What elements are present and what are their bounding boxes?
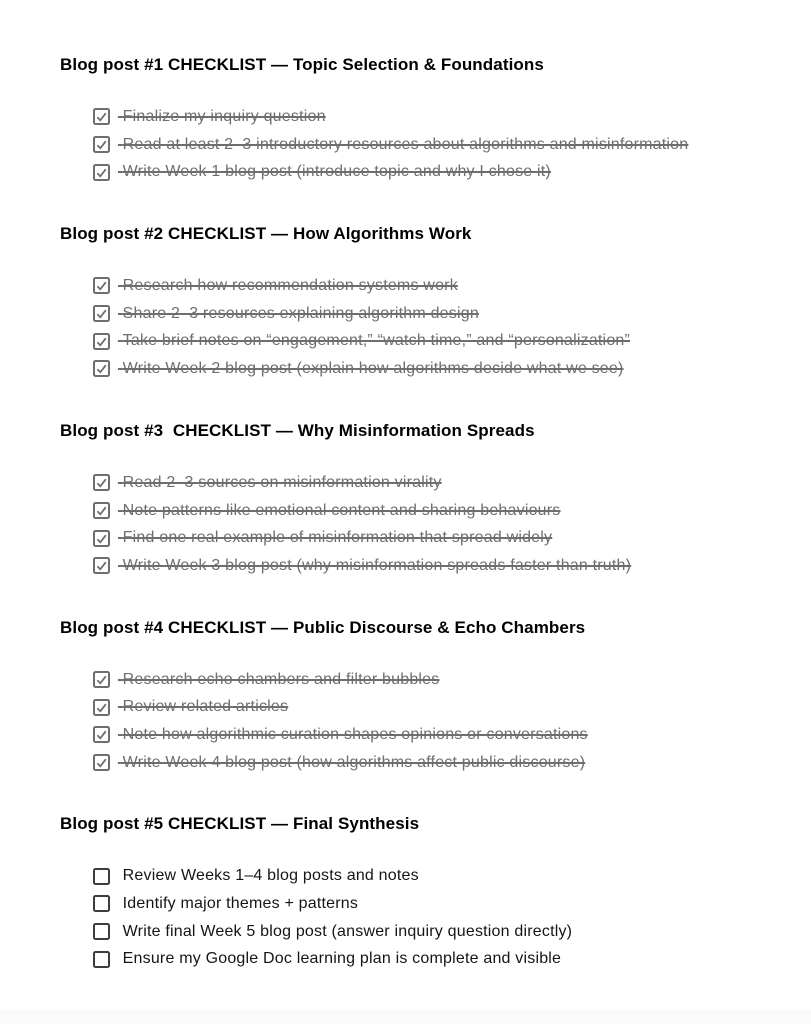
checklist-item-text: Research echo chambers and filter bubbles <box>122 670 440 688</box>
section-heading: Blog post #3 CHECKLIST — Why Misinformation Spreads <box>60 420 535 440</box>
section-heading: Blog post #1 CHECKLIST — Topic Selection & Foundations <box>60 55 544 74</box>
checklist-item-text: Ensure my Google Doc learning plan is complete and visible <box>122 950 562 968</box>
check-icon <box>95 279 108 292</box>
checklist-item-text: Read at least 2–3 introductory resources about algorithms and misinformation <box>122 135 689 153</box>
checkbox[interactable] <box>93 951 110 968</box>
checkbox[interactable] <box>93 360 110 377</box>
checkbox[interactable] <box>93 305 110 322</box>
checklist-item-text: Identify major themes + patterns <box>122 895 359 912</box>
page-edge <box>0 1009 811 1024</box>
checklist-item <box>93 158 791 186</box>
checkbox[interactable] <box>93 923 110 940</box>
checklist-item-text: Review Weeks 1–4 blog posts and notes <box>122 867 419 885</box>
checklist-section <box>60 421 791 580</box>
checklist-item <box>93 327 791 355</box>
checklist-item <box>93 749 791 777</box>
check-icon <box>95 307 108 320</box>
checklist-item <box>93 469 791 497</box>
checklist-item <box>93 524 791 552</box>
checkbox[interactable] <box>93 502 110 519</box>
checklist-item-text: Write Week 4 blog post (how algorithms affect public discourse) <box>122 753 586 771</box>
checkbox[interactable] <box>93 164 110 181</box>
checklist-item-text: Review related articles <box>122 698 289 716</box>
checklist-item-text: Finalize my inquiry question <box>122 108 326 125</box>
checklist-item-text: Write Week 1 blog post (introduce topic and why I chose it) <box>122 163 551 181</box>
checklist-item <box>93 862 791 890</box>
checklist-item <box>93 355 791 383</box>
checklist-item <box>93 131 791 159</box>
checkbox[interactable] <box>93 754 110 771</box>
checklist-item <box>93 300 791 328</box>
checkbox[interactable] <box>93 277 110 294</box>
check-icon <box>95 476 108 489</box>
checklist-item <box>93 103 791 131</box>
checklist-item-text: Note how algorithmic curation shapes opinions or conversations <box>122 725 588 743</box>
checklist-item <box>93 666 791 694</box>
checkbox[interactable] <box>93 726 110 743</box>
checklist-section <box>60 618 791 777</box>
checkbox[interactable] <box>93 868 110 885</box>
checklist-item <box>93 721 791 749</box>
checkbox[interactable] <box>93 699 110 716</box>
checklist <box>93 469 791 580</box>
check-icon <box>95 673 108 686</box>
checklist <box>93 862 791 973</box>
check-icon <box>95 756 108 769</box>
check-icon <box>95 559 108 572</box>
checklist-item <box>93 497 791 525</box>
checklist-item-text: Write final Week 5 blog post (answer inquiry question directly) <box>122 922 573 940</box>
checklist-item <box>93 890 791 918</box>
section-heading: Blog post #4 CHECKLIST — Public Discourse & Echo Chambers <box>60 617 586 637</box>
checklist-section <box>60 224 791 383</box>
checkbox[interactable] <box>93 108 110 125</box>
check-icon <box>95 532 108 545</box>
checklist-item-text: Read 2–3 sources on misinformation virality <box>122 473 442 491</box>
check-icon <box>95 362 108 375</box>
checkbox[interactable] <box>93 895 110 912</box>
section-heading: Blog post #5 CHECKLIST — Final Synthesis <box>60 814 420 834</box>
checkbox[interactable] <box>93 671 110 688</box>
checklist <box>93 272 791 383</box>
checklist-item-text: Write Week 3 blog post (why misinformation spreads faster than truth) <box>122 556 632 574</box>
check-icon <box>95 166 108 179</box>
check-icon <box>95 701 108 714</box>
checkbox[interactable] <box>93 474 110 491</box>
checklist-item <box>93 552 791 580</box>
check-icon <box>95 138 108 151</box>
checklist <box>93 666 791 777</box>
checklist-item-text: Share 2–3 resources explaining algorithm design <box>122 304 479 322</box>
check-icon <box>95 504 108 517</box>
checklist-item-text: Write Week 2 blog post (explain how algorithms decide what we see) <box>122 360 624 378</box>
checklist-item-text: Note patterns like emotional content and sharing behaviours <box>122 501 561 519</box>
check-icon <box>95 728 108 741</box>
checkbox[interactable] <box>93 530 110 547</box>
document-body <box>60 55 791 973</box>
checklist-item <box>93 693 791 721</box>
checkbox[interactable] <box>93 557 110 574</box>
checklist-item-text: Research how recommendation systems work <box>122 277 458 295</box>
checklist <box>93 103 791 186</box>
checklist-item-text: Find one real example of misinformation that spread widely <box>122 529 553 547</box>
checkbox[interactable] <box>93 136 110 153</box>
check-icon <box>95 335 108 348</box>
checklist-item-text: Take brief notes on “engagement,” “watch time,” and “personalization” <box>122 332 631 350</box>
checklist-item <box>93 918 791 946</box>
checklist-item <box>93 272 791 300</box>
checklist-section <box>60 55 791 186</box>
checklist-item <box>93 945 791 973</box>
check-icon <box>95 110 108 123</box>
checkbox[interactable] <box>93 333 110 350</box>
section-heading: Blog post #2 CHECKLIST — How Algorithms Work <box>60 224 472 244</box>
checklist-section <box>60 814 791 973</box>
